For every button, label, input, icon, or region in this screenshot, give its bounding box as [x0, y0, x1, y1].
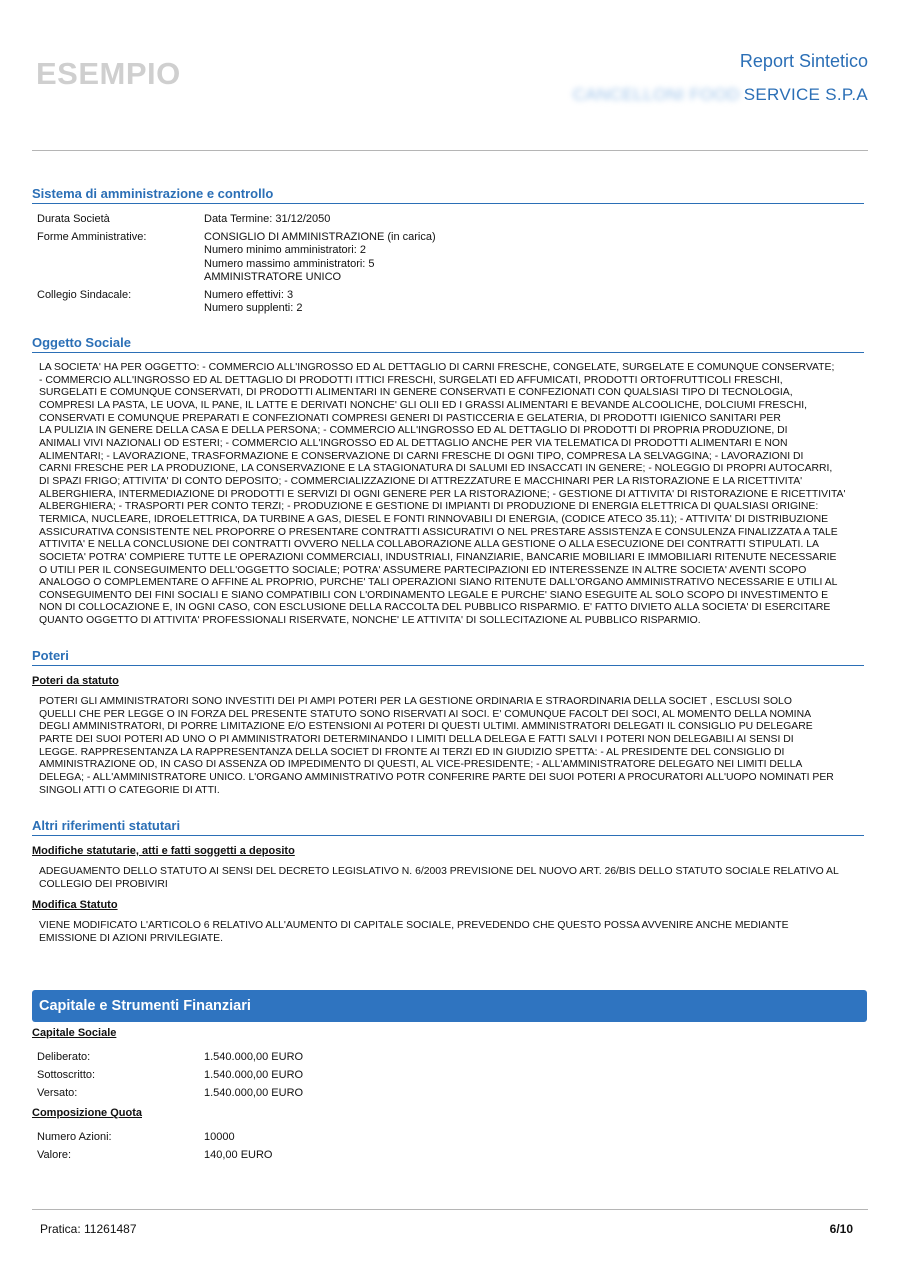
kv-row	[32, 231, 864, 285]
kv-label: Valore:	[37, 1149, 72, 1161]
subsection-title: Poteri da statuto	[32, 675, 119, 687]
kv-value	[204, 289, 864, 316]
oggetto-text	[32, 362, 864, 628]
section-amministrazione	[32, 186, 864, 316]
kv-label: Versato:	[37, 1087, 78, 1099]
text-line: ADEGUAMENTO DELLO STATUTO AI SENSI DEL DECRETO LEGISLATIVO N. 6/2003 PREVISIONE DEL NUOVO ART. 26/BIS DELLO STATUTO SOCIALE RELATIVO AL	[39, 866, 839, 877]
modifica-statuto-text	[32, 920, 864, 945]
text-line: SOCIETA' POTRA' COMPIERE TUTTE LE OPERAZIONI COMMERCIALI, INDUSTRIALI, FINANZIARIE, BANCARIE MOBILIARI E IMMOBILIARI RITENUTE NECESSARIE	[39, 551, 837, 563]
section-oggetto-sociale	[32, 335, 864, 628]
kv-row	[32, 1048, 864, 1066]
text-line: ASSICURATIVA CONSISTENTE NEL PROPORRE O PRESENTARE CONTRATTI ASSICURATIVI O NEL PRESTARE ASSISTENZA E CONSULENZA FINALIZZATA A TALE	[39, 526, 838, 538]
kv-label: Collegio Sindacale:	[37, 288, 132, 301]
kv-row	[32, 1146, 864, 1164]
capitale-section-band: Capitale e Strumenti Finanziari	[32, 990, 867, 1022]
text-line: CARNI FRESCHE PER LA PRODUZIONE, LA CONSERVAZIONE E LA STAGIONATURA DI SALUMI ED INSACCATI IN GENERE; - NOLEGGIO DI PROPRI AUTOCARRI,	[39, 463, 833, 475]
text-line: ANIMALI VIVI NAZIONALI OD ESTERI; - COMMERCIO ALL'INGROSSO ED AL DETTAGLIO ANCHE PER VIA TELEMATICA DI PRODOTTI ALIMENTARI E NON	[39, 437, 788, 449]
kv-list	[32, 1048, 864, 1102]
kv-value	[204, 213, 864, 227]
text-line: COLLEGIO DEI PROBIVIRI	[39, 878, 168, 890]
kv-line: Numero supplenti: 2	[204, 302, 303, 314]
footer-divider	[32, 1209, 868, 1210]
text-line: SURGELATI E COMUNQUE CONSERVATI, DI PRODOTTI ALIMENTARI IN GENERE CONSERVATI E CONFEZIONATI CON QUALSIASI TIPO DI TECNOLOGIA,	[39, 387, 793, 399]
section-altri-riferimenti	[32, 818, 864, 946]
kv-line: AMMINISTRATORE UNICO	[204, 271, 342, 283]
header-divider	[32, 150, 868, 151]
kv-value: 10000	[204, 1131, 235, 1143]
text-line: O UTILI PER IL CONSEGUIMENTO DELL'OGGETTO SOCIALE; POTRA' ASSUMERE PARTECIPAZIONI ED INTERESSENZE IN ALTRE SOCIETA' AVENTI SCOPO	[39, 564, 807, 576]
text-line: ALBERGHIERA; - TRASPORTI PER CONTO TERZI; - PRODUZIONE E GESTIONE DI IMPIANTI DI PRODUZIONE DI ENERGIA ELETTRICA DI QUALSIASI ORIGINE:	[39, 501, 819, 513]
text-line: SINGOLI ATTI O CATEGORIE DI ATTI.	[39, 784, 220, 796]
kv-value: 140,00 EURO	[204, 1149, 273, 1161]
text-line: ATTIVITA' E NELLA CONCLUSIONE DEI CONTRATTI OVVERO NELLA COLLABORAZIONE ALLA GESTIONE O ALLA ESECUZIONE DEI CONTRATTI STIPULATI. LA	[39, 539, 819, 551]
section-title: Altri riferimenti statutari	[32, 818, 864, 836]
watermark: ESEMPIO	[36, 56, 181, 91]
kv-value: 1.540.000,00 EURO	[204, 1087, 304, 1099]
kv-line: CONSIGLIO DI AMMINISTRAZIONE (in carica)	[204, 230, 436, 243]
text-line: LA SOCIETA' HA PER OGGETTO: - COMMERCIO ALL'INGROSSO ED AL DETTAGLIO DI CARNI FRESCHE, CONGELATE, SURGELATE E COMUNQUE CONSERVATE;	[39, 362, 835, 373]
kv-line: Numero effettivi: 3	[204, 288, 294, 301]
kv-line: Numero massimo amministratori: 5	[204, 257, 375, 270]
section-title: Oggetto Sociale	[32, 335, 864, 353]
kv-line: Numero minimo amministratori: 2	[204, 244, 366, 256]
section-title: Poteri	[32, 648, 864, 666]
text-line: LEGGE. RAPPRESENTANZA LA RAPPRESENTANZA DELLA SOCIET DI FRONTE AI TERZI ED IN GIUDIZIO SPETTA: - AL PRESIDENTE DEL CONSIGLIO DI	[39, 746, 785, 758]
kv-value: 1.540.000,00 EURO	[204, 1051, 304, 1063]
kv-row	[32, 213, 864, 227]
text-line: DEGLI AMMINISTRATORI, DI PORRE LIMITAZIONE E/O ESTENSIONI AI POTERI DI QUESTI ULTIMI. AMMINISTRATORI DELEGATI IL CONSIGLIO PU DELEGARE	[39, 721, 813, 733]
kv-row	[32, 1066, 864, 1084]
kv-label: Numero Azioni:	[37, 1131, 112, 1143]
subsection-title: Modifica Statuto	[32, 899, 118, 912]
subsection-title: Modifiche statutarie, atti e fatti soggetti a deposito	[32, 845, 295, 857]
text-line: TERMICA, NUCLEARE, IDROELETTRICA, DA TURBINE A GAS, DIESEL E FONTI RINNOVABILI DI ENERGIA, (CODICE ATECO 35.11); - ATTIVITA' DI DISTRIBUZIONE	[39, 513, 829, 525]
section-poteri	[32, 648, 864, 797]
page-number: 6/10	[829, 1222, 853, 1236]
kv-row	[32, 1128, 864, 1146]
text-line: EMISSIONE DI AZIONI PRIVILEGIATE.	[39, 932, 223, 944]
kv-value: 1.540.000,00 EURO	[204, 1069, 304, 1081]
company-name-redacted: CANCELLONI FOOD	[572, 85, 740, 104]
kv-line: Data Termine: 31/12/2050	[204, 213, 331, 225]
text-line: PARTE DEI SUOI POTERI AD UNO O PI AMMINISTRATORI DETERMINANDO I LIMITI DELLA DELEGA E FATTI SALVI I POTERI NON DELEGABILI AI SENSI DI	[39, 733, 794, 745]
modifiche-text	[32, 866, 864, 891]
text-line: COMPRESI LA PASTA, LE UOVA, IL PANE, IL LATTE E DERIVATI NONCHE' GLI OLII ED I GRASSI ALIMENTARI E BEVANDE ALCOOLICHE, DOLCIUMI FRESCHI,	[39, 399, 807, 411]
text-line: DELEGA; - ALL'AMMINISTRATORE UNICO. L'ORGANO AMMINISTRATIVO POTR CONFERIRE PARTE DEI SUOI POTERI A PROCURATORI ALL'UOPO NOMINATI PER	[39, 771, 834, 783]
text-line: POTERI GLI AMMINISTRATORI SONO INVESTITI DEI PI AMPI POTERI PER LA GESTIONE ORDINARIA E STRAORDINARIA DELLA SOCIET , ESCLUSI SOLO	[39, 696, 792, 707]
company-name-visible: SERVICE S.P.A	[743, 85, 868, 104]
kv-label: Deliberato:	[37, 1051, 91, 1063]
kv-list	[32, 213, 864, 316]
subsection-title: Composizione Quota	[32, 1107, 142, 1119]
kv-row	[32, 1084, 864, 1102]
text-line: ALBERGHIERA, INTERMEDIAZIONE DI PRODOTTI E SERVIZI DI OGNI GENERE PER LA RISTORAZIONE; - GESTIONE DI ATTIVITA' DI RISTORAZIONE E RICETTIVITA'	[39, 488, 846, 500]
kv-row	[32, 289, 864, 316]
kv-label: Sottoscritto:	[37, 1069, 96, 1081]
section-capitale	[32, 1027, 864, 1164]
poteri-text	[32, 696, 864, 797]
kv-label: Durata Società	[37, 213, 110, 225]
text-line: VIENE MODIFICATO L'ARTICOLO 6 RELATIVO ALL'AUMENTO DI CAPITALE SOCIALE, PREVEDENDO CHE QUESTO POSSA AVVENIRE ANCHE MEDIANTE	[39, 920, 789, 932]
text-line: CONSERVATI E COMUNQUE PREPARATI E CONFEZIONATI COMPRESI GENERI DI PASTICCERIA E GELATERIA, DI PRODOTTI IGIENICO SANITARI PER	[39, 412, 781, 424]
text-line: LA PULIZIA IN GENERE DELLA CASA E DELLA PERSONA; - COMMERCIO ALL'INGROSSO ED AL DETTAGLIO DI PRODOTTI DI PROPRIA PRODUZIONE, DI	[39, 425, 788, 437]
text-line: AMMINISTRAZIONE OD, IN CASO DI ASSENZA OD IMPEDIMENTO DI QUESTI, AL VICE-PRESIDENTE; - ALL'AMMINISTRATORE DELEGATO NEI LIMITI DELLA	[39, 759, 803, 771]
kv-label: Forme Amministrative:	[37, 230, 147, 243]
text-line: NON DI COLLOCAZIONE E, IN OGNI CASO, CON ESCLUSIONE DELLA RACCOLTA DEL PUBBLICO RISPARMIO. E' FATTO DIVIETO ALLA SOCIETA' DI ESERCITARE	[39, 602, 831, 614]
subsection-title: Capitale Sociale	[32, 1027, 117, 1039]
text-line: QUANTO OGGETTO DI ATTIVITA' PROFESSIONALI RISERVATE, NONCHE' LE ATTIVITA' DI SOLLECITAZIONE AL PUBBLICO RISPARMIO.	[39, 615, 701, 627]
text-line: ANALOGO O COMPLEMENTARE O AFFINE AL PROPRIO, PURCHE' TALI OPERAZIONI SIANO RITENUTE DALL'ORGANO AMMINISTRATIVO NECESSARIE E UTILI AL	[39, 577, 838, 589]
section-title: Sistema di amministrazione e controllo	[32, 186, 864, 204]
text-line: ALIMENTARI; - LAVORAZIONE, TRASFORMAZIONE E CONSERVAZIONE DI CARNI FRESCHE DI OGNI TIPO, COMPRESA LA SELVAGGINA; - LAVORAZIONI DI	[39, 450, 804, 462]
text-line: CONSEGUIMENTO DEI FINI SOCIALI E SIANO COMPATIBILI CON L'ORDINAMENTO LEGALE E PURCHE' SIANO ESEGUITE AL SOLO SCOPO DI INVESTIMENTO E	[39, 589, 829, 601]
company-name	[573, 85, 868, 105]
pratica-number: Pratica: 11261487	[40, 1222, 137, 1236]
report-title: Report Sintetico	[739, 51, 868, 71]
kv-value	[204, 231, 864, 285]
kv-list	[32, 1128, 864, 1164]
text-line: - COMMERCIO ALL'INGROSSO ED AL DETTAGLIO DI PRODOTTI ITTICI FRESCHI, SURGELATI ED AFFUMICATI, PRODOTTI ORTOFRUTTICOLI FRESCHI,	[39, 374, 783, 386]
text-line: DI SPAZI FRIGO; ATTIVITA' DI CONTO DEPOSITO; - COMMERCIALIZZAZIONE DI ATTREZZATURE E MACCHINARI PER LA RISTORAZIONE E LA RICETTIVITA'	[39, 475, 803, 487]
text-line: QUELLI CHE PER LEGGE O IN FORZA DEL PRESENTE STATUTO SONO RISERVATI AI SOCI. E' COMUNQUE FACOLT DEI SOCI, AL MOMENTO DELLA NOMINA	[39, 708, 812, 720]
